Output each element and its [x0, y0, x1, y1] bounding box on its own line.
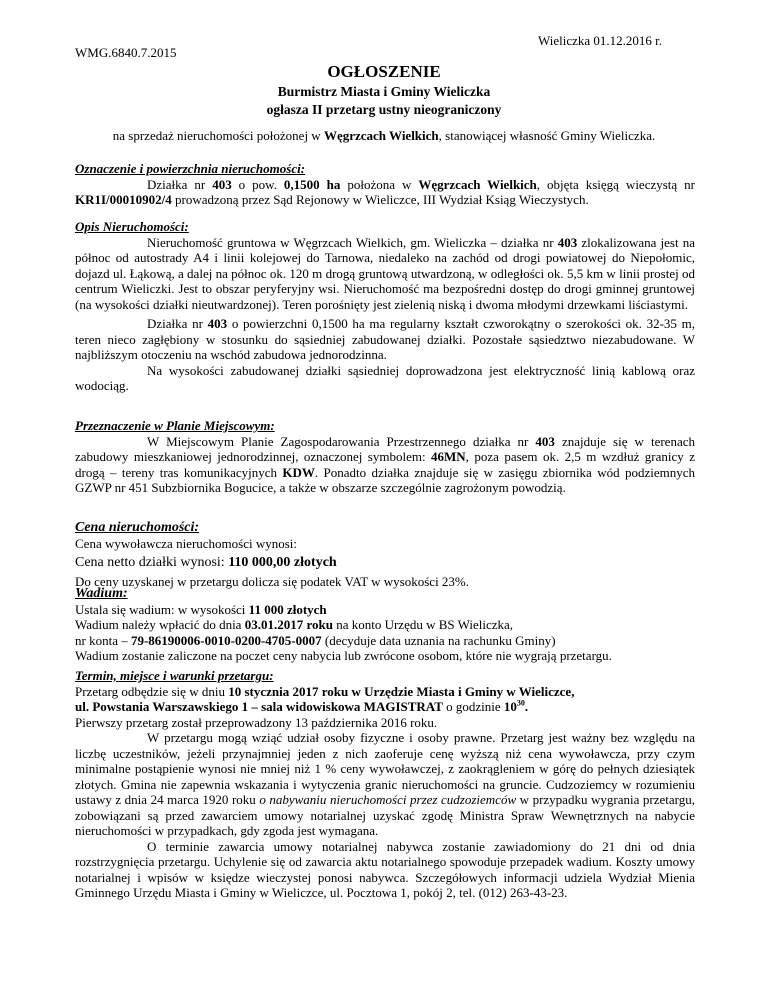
section-price: [75, 520, 695, 589]
paragraph: W Miejscowym Planie Zagospodarowania Przestrzennego działka nr 403 znajduje się w terenach zabudowy mieszkaniowej jednorodzinnej, oznaczonej symbolem: 46MN, poza pasem ok. 2,5 m wzdłuż granicy z drogą – tereny tras komunikacyjnych KDW. Ponadto działka znajduje się w zasięgu zbiornika wód podziemnych GZWP nr 451 Subzbiornika Bogucice, a także w obszarze szczególnie zagrożonym powodzią.: [75, 433, 695, 495]
paragraph: Nieruchomość gruntowa w Węgrzcach Wielkich, gm. Wieliczka – działka nr 403 zlokalizowana jest na północ od autostrady A4 i linii kolejowej do Tarnowa, niedaleko na zachód od drogi powiatowej do Niepołomic, dojazd ul. Łąkową, a dalej na północ ok. 120 m drogą gruntową utwardzoną, w odległości ok. 5,5 km w linii prostej od centrum Wieliczki. Jest to obszar peryferyjny wsi. Nieruchomość ma bezpośredni dostęp do drogi gminnej gruntowej (na wysokości działki nieutwardzonej). Teren porośnięty jest zielenią niską i dwoma młodymi drzewkami liściastymi.: [75, 234, 695, 312]
paragraph: Działka nr 403 o powierzchni 0,1500 ha ma regularny kształt czworokątny o szerokości ok. 32-35 m, teren nieco zagłębiony w stosunku do sąsiedniej zabudowanej działki. Pozostałe sąsiedztwo niezabudowane. W najbliższym otoczeniu na wschód zabudowa jednorodzinna.: [75, 316, 695, 362]
net-price: Cena netto działki wynosi: 110 000,00 złotych: [75, 555, 337, 570]
deposit-amount: Ustala się wadium: w wysokości 11 000 złotych: [75, 601, 327, 617]
section-heading: Przeznaczenie w Planie Miejscowym:: [75, 418, 275, 433]
section-heading: Oznaczenie i powierzchnia nieruchomości:: [75, 161, 306, 176]
first-auction-note: Pierwszy przetarg został przeprowadzony 13 października 2016 roku.: [75, 714, 438, 730]
page-title: OGŁOSZENIE: [327, 62, 441, 81]
document-date: Wieliczka 01.12.2016 r.: [538, 33, 663, 48]
bank-account: nr konta – 79-86190006-0010-0200-4705-0007 (decyduje data uznania na rachunku Gminy): [75, 632, 556, 648]
section-description: [75, 219, 695, 394]
issuer-line: Burmistrz Miasta i Gminy Wieliczka: [277, 84, 491, 99]
auction-date: Przetarg odbędzie się w dniu 10 stycznia 2017 roku w Urzędzie Miasta i Gminy w Wieliczce,: [75, 683, 575, 699]
section-heading: Termin, miejsce i warunki przetargu:: [75, 668, 274, 683]
intro-text: na sprzedaż nieruchomości położonej w Węgrzcach Wielkich, stanowiącej własność Gminy Wieliczka.: [112, 128, 656, 143]
section-terms: [75, 668, 695, 901]
reference-number: WMG.6840.7.2015: [75, 45, 177, 60]
section-heading: Cena nieruchomości:: [75, 520, 200, 535]
paragraph: Na wysokości zabudowanej działki sąsiedniej doprowadzona jest elektryczność linią kablową oraz wodociąg.: [75, 362, 695, 393]
section-designation: [75, 161, 695, 208]
paragraph: Działka nr 403 o pow. 0,1500 ha położona w Węgrzcach Wielkich, objęta księgą wieczystą nr KR1I/00010902/4 prowadzoną przez Sąd Rejonowy w Wieliczce, III Wydział Ksiąg Wieczystych.: [75, 176, 695, 207]
section-deposit: [75, 586, 695, 664]
price-label: Cena wywoławcza nieruchomości wynosi:: [75, 535, 298, 551]
auction-place: ul. Powstania Warszawskiego 1 – sala widowiskowa MAGISTRAT o godzinie $10^{30}$.: [75, 698, 529, 714]
deposit-deadline: Wadium należy wpłacić do dnia 03.01.2017 roku na konto Urzędu w BS Wieliczka,: [75, 617, 514, 632]
deposit-note: Wadium zostanie zaliczone na poczet ceny nabycia lub zwrócone osobom, które nie wygrają przetargu.: [75, 648, 612, 663]
announcement-line: ogłasza II przetarg ustny nieograniczony: [266, 102, 502, 117]
section-heading: Wadium:: [75, 586, 128, 601]
section-heading: Opis Nieruchomości:: [75, 219, 189, 234]
vat-note: Do ceny uzyskanej w przetargu dolicza się podatek VAT w wysokości 23%.: [75, 573, 470, 589]
paragraph: W przetargu mogą wziąć udział osoby fizyczne i osoby prawne. Przetarg jest ważny bez względu na liczbę uczestników, jeżeli przynajmniej jeden z nich zaoferuje cenę wyższą niż cena wywoławcza, przy czym minimalne postąpienie wynosi nie mniej niż 1 % ceny wywoławczej, z zaokrągleniem w górę do pełnych dziesiątek złotych. Gmina nie zapewnia wskazania i wytyczenia granic nieruchomości na gruncie. Cudzoziemcy w rozumieniu ustawy z dnia 24 marca 1920 roku o nabywaniu nieruchomości przez cudzoziemców w przypadku wygrania przetargu, zobowiązani są przed zawarciem umowy notarialnej uzyskać zgodę Ministra Spraw Wewnętrznych na nabycie nieruchomości w przypadkach, gdy zgoda jest wymagana.: [75, 730, 695, 838]
section-zoning-plan: [75, 418, 695, 496]
paragraph: O terminie zawarcia umowy notarialnej nabywca zostanie zawiadomiony do 21 dni od dnia rozstrzygnięcia przetargu. Uchylenie się od zawarcia aktu notarialnego spowoduje przepadek wadium. Koszty umowy notarialnej i wpisów w księdze wieczystej ponosi nabywca. Szczegółowych informacji udziela Wydział Mienia Gminnego Urzędu Miasta i Gminy w Wieliczce, ul. Pocztowa 1, pokój 2, tel. (012) 263-43-23.: [75, 838, 695, 900]
